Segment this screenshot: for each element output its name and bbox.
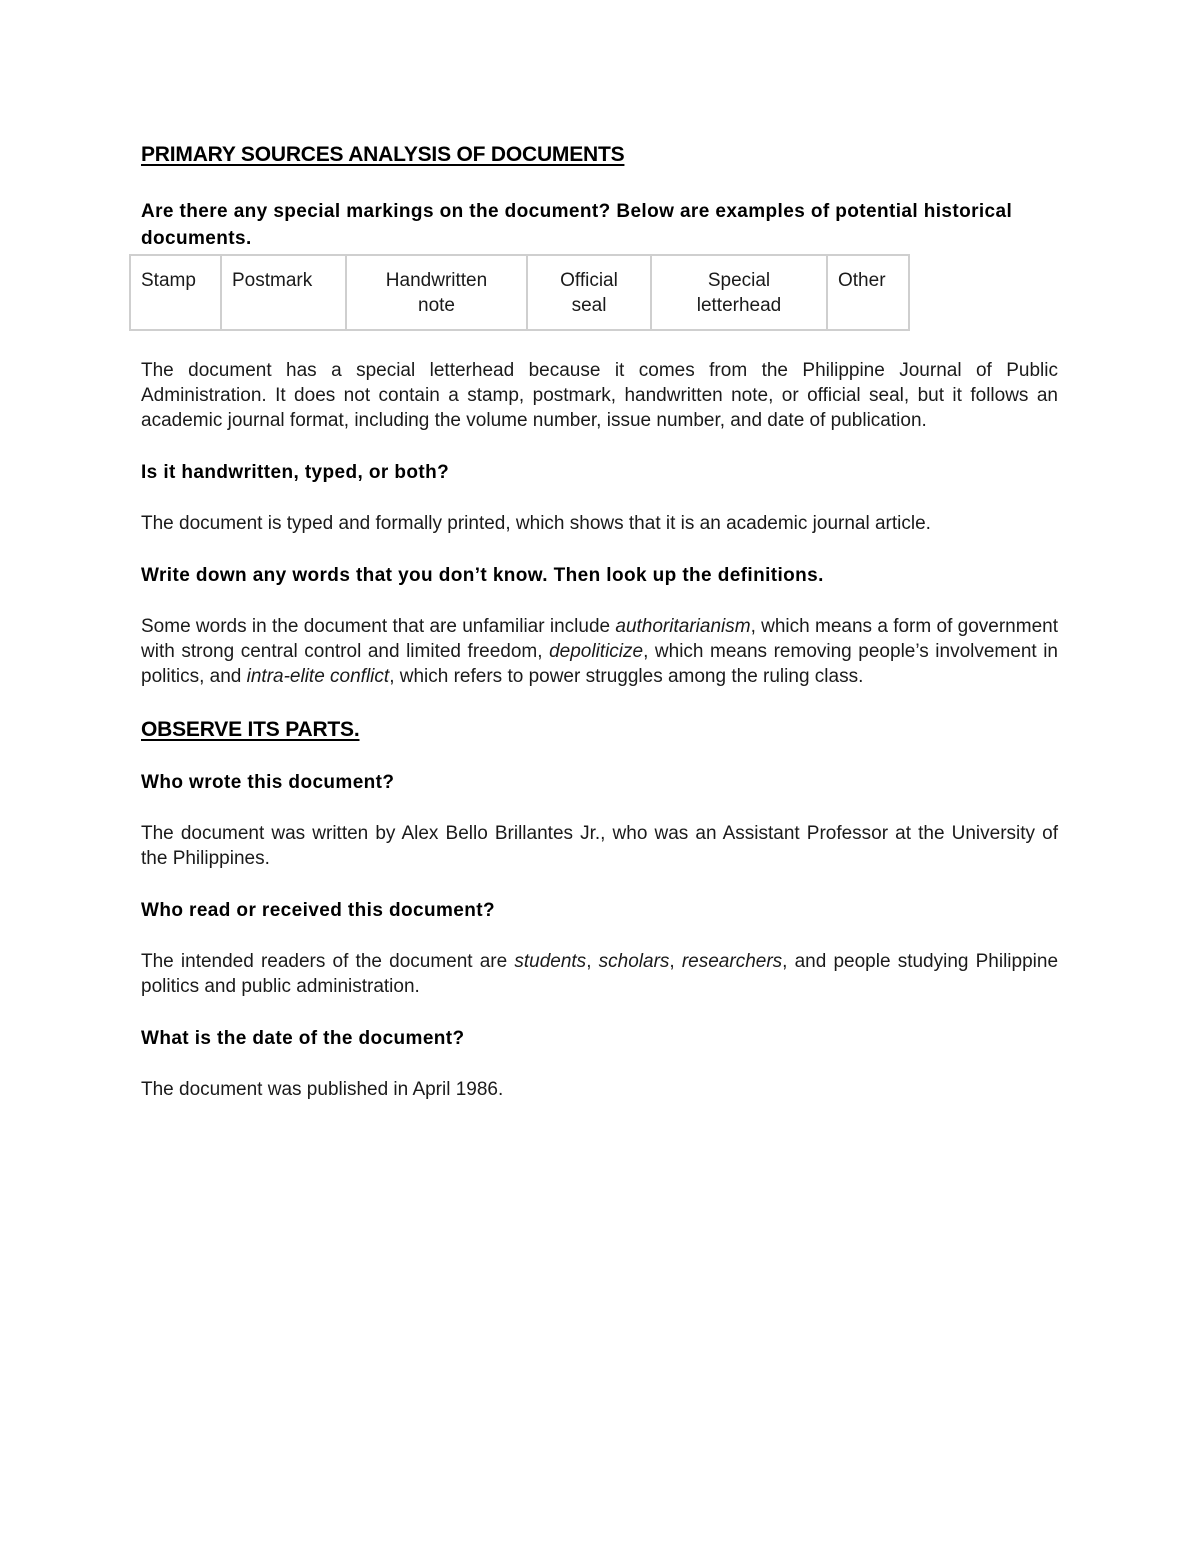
- question-unknown-words: Write down any words that you don’t know. Then look up the definitions.: [141, 565, 824, 586]
- marking-cell-stamp: [129, 254, 220, 331]
- term-depoliticize: depoliticize: [549, 641, 644, 662]
- question-handwritten-typed: Is it handwritten, typed, or both?: [141, 462, 450, 483]
- markings-row: [129, 254, 910, 331]
- question-special-markings: Are there any special markings on the document? Below are examples of potential historical documents.: [141, 201, 1013, 249]
- term-students: students: [514, 951, 587, 972]
- term-researchers: researchers: [681, 951, 783, 972]
- marking-cell-handwritten-note: [345, 254, 526, 331]
- answer-author: The document was written by Alex Bello Brillantes Jr., who was an Assistant Professor at the University of the Philippines.: [141, 823, 1058, 869]
- marking-label: Stamp: [141, 270, 196, 291]
- term-intra-elite-conflict: intra-elite conflict: [246, 666, 390, 687]
- answer-text: The intended readers of the document are: [141, 951, 515, 972]
- term-authoritarianism: authoritarianism: [615, 616, 751, 637]
- answer-text: , which means removing people’s involvement in politics, and: [141, 641, 1058, 687]
- markings-table: [129, 254, 910, 331]
- marking-label-line2: seal: [571, 295, 607, 316]
- marking-label-line2: letterhead: [696, 295, 782, 316]
- section-heading-observe-parts: OBSERVE ITS PARTS.: [141, 718, 360, 741]
- answer-text: , which means a form of government with strong central control and limited freedom,: [141, 616, 1058, 662]
- document-page: [141, 140, 1058, 1102]
- marking-cell-official-seal: [526, 254, 650, 331]
- answer-special-markings: The document has a special letterhead because it comes from the Philippine Journal of Public Administration. It does not contain a stamp, postmark, handwritten note, or official seal, but it follows an academic journal format, including the volume number, issue number, and date of publication.: [141, 360, 1058, 431]
- answer-handwritten-typed: The document is typed and formally printed, which shows that it is an academic journal article.: [141, 513, 931, 534]
- answer-text: Some words in the document that are unfamiliar include: [141, 616, 616, 637]
- document-title: PRIMARY SOURCES ANALYSIS OF DOCUMENTS: [141, 143, 625, 166]
- question-date: What is the date of the document?: [141, 1028, 465, 1049]
- marking-label: Handwritten: [385, 270, 488, 291]
- answer-unknown-words: [141, 614, 1058, 689]
- answer-date: The document was published in April 1986.: [141, 1079, 504, 1100]
- answer-text: , which refers to power struggles among the ruling class.: [389, 666, 864, 687]
- question-readers: Who read or received this document?: [141, 900, 495, 921]
- marking-label: Official: [560, 270, 618, 291]
- answer-text: , and people studying Philippine politics and public administration.: [141, 951, 1059, 997]
- marking-cell-special-letterhead: [650, 254, 826, 331]
- question-author: Who wrote this document?: [141, 772, 395, 793]
- marking-label: Other: [838, 270, 886, 291]
- answer-text: ,: [669, 951, 682, 972]
- marking-label-line2: note: [418, 295, 455, 316]
- term-scholars: scholars: [598, 951, 670, 972]
- marking-cell-postmark: [220, 254, 345, 331]
- answer-readers: [141, 949, 1058, 999]
- marking-cell-other: [826, 254, 910, 331]
- marking-label: Special: [707, 270, 771, 291]
- marking-label: Postmark: [232, 270, 313, 291]
- answer-text: ,: [586, 951, 599, 972]
